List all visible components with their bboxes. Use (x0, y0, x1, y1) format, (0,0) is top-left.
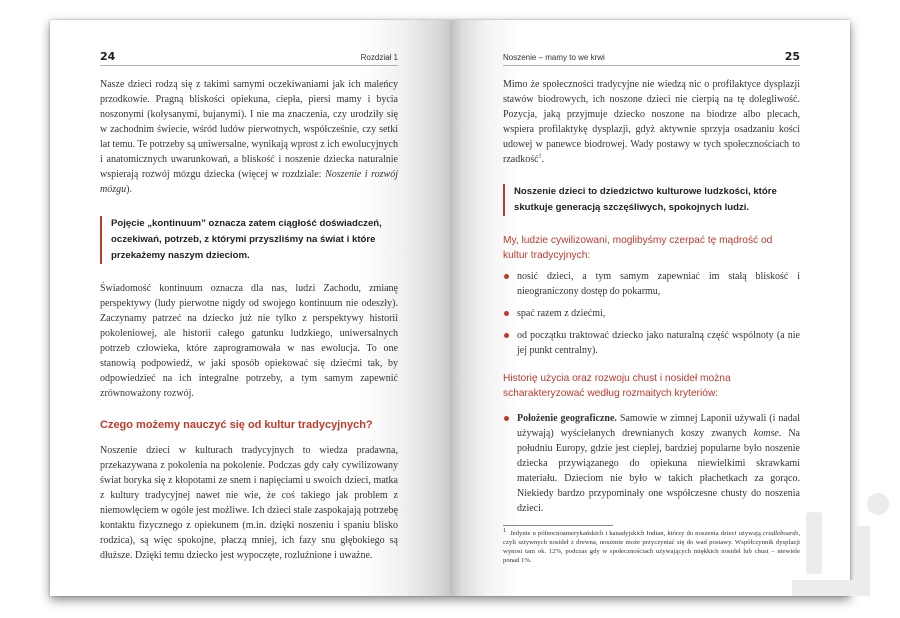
right-lead-2: Historię użycia oraz rozwoju chust i nosideł można scharakteryzować według rozmaitych kryteriów: (503, 373, 731, 399)
left-paragraph-2: Świadomość kontinuum oznacza dla nas, ludzi Zachodu, zmianę perspektywy (ludy pierwotne nigdy od swojego kontinuum nie odeszły). Zaczynamy patrzeć na dziecko już nie tylko z perspektywy historii pokoleniowej, ale historii całego gatunku ludzkiego, uniwersalnych potrzeb człowieka, które zaprogramowała w nas ewolucja. To one stanowią podpowiedź, w jaki sposób opiekować się dziećmi tak, by odpowiedzieć na ich integralne potrzeby, a tym samym zapewnić zrównoważony rozwój. (100, 283, 398, 399)
right-bullet-3: od początku traktować dziecko jako naturalną część wspólnoty (a nie jej punkt centralny). (503, 328, 800, 358)
footnote (503, 529, 800, 565)
right-paragraph-1 (503, 77, 800, 167)
left-page-number: 24 (100, 50, 116, 63)
left-chapter-title: Rozdział 1 (360, 53, 398, 62)
right-pull-quote: Noszenie dzieci to dziedzictwo kulturowe ludzkości, które skutkuje generacją szczęśliwych, spokojnych ludzi. (503, 184, 800, 216)
left-paragraph-3: Noszenie dzieci w kulturach tradycyjnych to wiedza pradawna, przekazywana z pokolenia na pokolenie. Podczas gdy cały cywilizowany świat boryka się z kłopotami ze snem i napięciami u swoich dzieci, matka z kultury tradycyjnej nawet nie wie, że coś takiego jak problem z niemowlęciem w ogóle jest możliwe. Ich dzieci stale zaspokajają potrzebę kontaktu fizycznego z opiekunem (m.in. dzięki noszeniu i spaniu blisko rodzica), są więc spokojne, płaczą mniej, ich fazy snu głębokiego są dłuższe. Dzięki temu dziecko jest wypoczęte, rozluźnione i uważne. (100, 445, 398, 561)
right-bullet-2: spać razem z dziećmi, (503, 306, 800, 321)
left-subheading: Czego możemy nauczyć się od kultur tradycyjnych? (100, 419, 373, 431)
left-p1-text: Nasze dzieci rodzą się z takimi samymi oczekiwaniami jak ich maleńcy przodkowie. Pragną bliskości opiekuna, ciepła, piersi mamy i bycia noszonymi (kołysanymi, bujanymi). I nie ma znaczenia, czy urodziły się w zachodnim świecie, wśród ludów pierwotnych, współcześnie, czy setki lat temu. Te potrzeby są uniwersalne, wynikają wprost z ich ewolucyjnych i anatomicznych uwarunkowań, a bliskość i noszenie dziecka naturalnie wspierają rozwój mózgu dziecka (więcej w rozdziale: (100, 79, 398, 180)
right-p1-end: . (541, 154, 545, 165)
right-p1-text: Mimo że społeczności tradycyjne nie wiedzą nic o profilaktyce dysplazji stawów biodrowych, ich noszone dzieci nie cierpią na tę dolegliwość. Pozycja, jaką przyjmuje dziecko noszone na biodrze albo plecach, wspiera profilaktykę dysplazji, gdyż aktywnie sprzyja osadzaniu kości udowej w panewce biodrowej. Wady postawy w tych społecznościach to rzadkość (503, 79, 800, 165)
footnote-number: 1 (503, 527, 506, 534)
right-lead-1: My, ludzie cywilizowani, moglibyśmy czerpać tę mądrość od kultur tradycyjnych: (503, 235, 773, 261)
right-page-content (503, 20, 800, 565)
open-book (50, 20, 850, 596)
geography-text-b: . Na południu Europy, gdzie jest cieplej, bardziej popularne było noszenie dziecka przywiązanego do opiekuna niewielkimi skrawkami materiału. Dzieciom nie było w takich płachetkach za gorąco. Niekiedy bardzo przypominały one współczesne chusty do noszenia dzieci. (517, 428, 800, 514)
footnote-divider (503, 525, 613, 526)
footnote-reference: 1 (538, 153, 542, 160)
right-page-number: 25 (784, 50, 800, 63)
left-p1-end: ). (126, 184, 132, 195)
footnote-text-b: , czyli sztywnych nosideł z drewna, noszenie może przyczyniać się do wad postawy. Współczynnik dysplazji wynosi tam ok. 12%, podczas gdy w społecznościach używających miękkich nosideł lub chust – niewiele ponad 1%. (503, 530, 800, 564)
left-page (50, 20, 450, 596)
right-bullet-list (503, 269, 800, 358)
geography-bold-term: Położenie geograficzne. (517, 413, 617, 424)
watermark-logo (784, 484, 894, 614)
right-chapter-title: Noszenie – mamy to we krwi (503, 53, 605, 62)
geography-text-a: Samowie w zimnej Laponii używali (i nadal używają) wyściełanych drewnianych koszy zwanych (517, 413, 800, 439)
right-bullet-geography (503, 411, 800, 516)
left-page-content (100, 20, 398, 563)
footnote-text-a: Jedynie u północnoamerykańskich i kanadyjskich Indian, którzy do noszenia dzieci używają (510, 530, 763, 537)
right-bullet-1: nosić dzieci, a tym samym zapewniać im stałą bliskość i nieograniczony dostęp do pokarmu, (503, 269, 800, 299)
right-running-header (503, 49, 800, 66)
left-pull-quote: Pojęcie „kontinuum” oznacza zatem ciągłość doświadczeń, oczekiwań, potrzeb, z którymi przyszliśmy na świat i które przekażemy naszym dzieciom. (100, 216, 398, 264)
footnote-italic: cradleboards (762, 530, 799, 537)
left-p1-italic: Noszenie i rozwój mózgu (100, 169, 398, 195)
left-paragraph-1 (100, 77, 398, 197)
left-running-header (100, 49, 398, 66)
geography-italic-term: komse (753, 428, 779, 439)
